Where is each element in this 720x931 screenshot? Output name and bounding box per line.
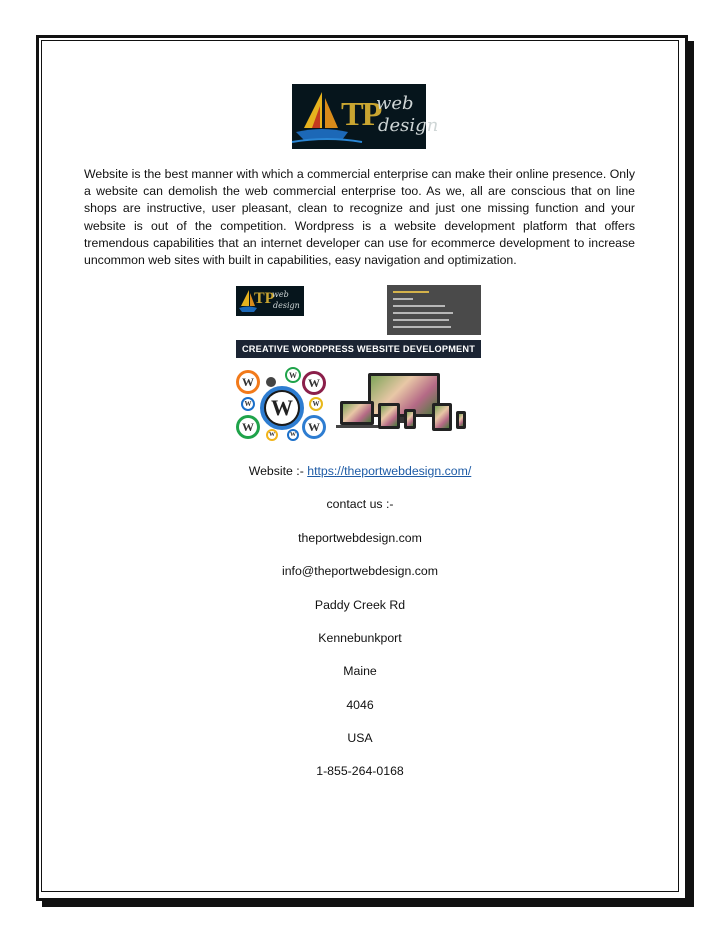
company-logo (292, 84, 439, 149)
wordpress-banner-image (236, 285, 481, 445)
wordpress-main-icon: W (260, 386, 304, 430)
banner-logo-web: web (272, 290, 289, 299)
contact-heading: contact us :- (326, 497, 394, 511)
contact-phone: 1-855-264-0168 (316, 764, 404, 778)
website-link[interactable]: https://theportwebdesign.com/ (307, 464, 472, 478)
contact-email: info@theportwebdesign.com (281, 564, 439, 578)
website-line (0, 464, 720, 478)
phone (404, 409, 416, 429)
wordpress-icon: W (266, 429, 278, 441)
wordpress-icon (266, 377, 276, 387)
contact-website: theportwebdesign.com (298, 531, 422, 545)
banner-logo (236, 286, 304, 316)
website-label: Website :- (248, 464, 308, 478)
logo-web-text: web (376, 93, 414, 114)
wordpress-icon: W (302, 371, 326, 395)
intro-paragraph: Website is the best manner with which a commercial enterprise can make their online presence. Only a website can demolish the web commercial enterprise too. As we, all are conscious that on line shops are instructive, user pleasant, clean to recognize and just one missing function and your website is out of the competition. Wordpress is a website development platform that offers tremendous capabilities that an internet developer can use for ecommerce development to increase uncommon web sites with built in capabilities, easy navigation and optimization. (84, 167, 635, 268)
banner-logo-tp: TP (254, 290, 275, 307)
contact-street: Paddy Creek Rd (314, 598, 406, 612)
wordpress-icon: W (285, 367, 301, 383)
banner-contact-block (387, 285, 481, 335)
tablet (378, 403, 400, 429)
contact-city: Kennebunkport (318, 631, 402, 645)
wordpress-icon: W (287, 429, 299, 441)
contact-state: Maine (343, 664, 377, 678)
laptop (340, 401, 374, 425)
contact-country: USA (347, 731, 373, 745)
tablet-right (432, 403, 452, 431)
wordpress-icon: W (241, 397, 255, 411)
banner-logo-design: design (273, 301, 300, 310)
wordpress-icon: W (236, 370, 260, 394)
banner-title: CREATIVE WORDPRESS WEBSITE DEVELOPMENT (236, 340, 481, 358)
wordpress-icon: W (302, 415, 326, 439)
wordpress-icon: W (309, 397, 323, 411)
wordpress-icon: W (236, 415, 260, 439)
logo-tp-text: TP (341, 96, 381, 133)
contact-zip: 4046 (346, 698, 374, 712)
logo-design-text: design (378, 115, 439, 136)
phone-right (456, 411, 466, 429)
